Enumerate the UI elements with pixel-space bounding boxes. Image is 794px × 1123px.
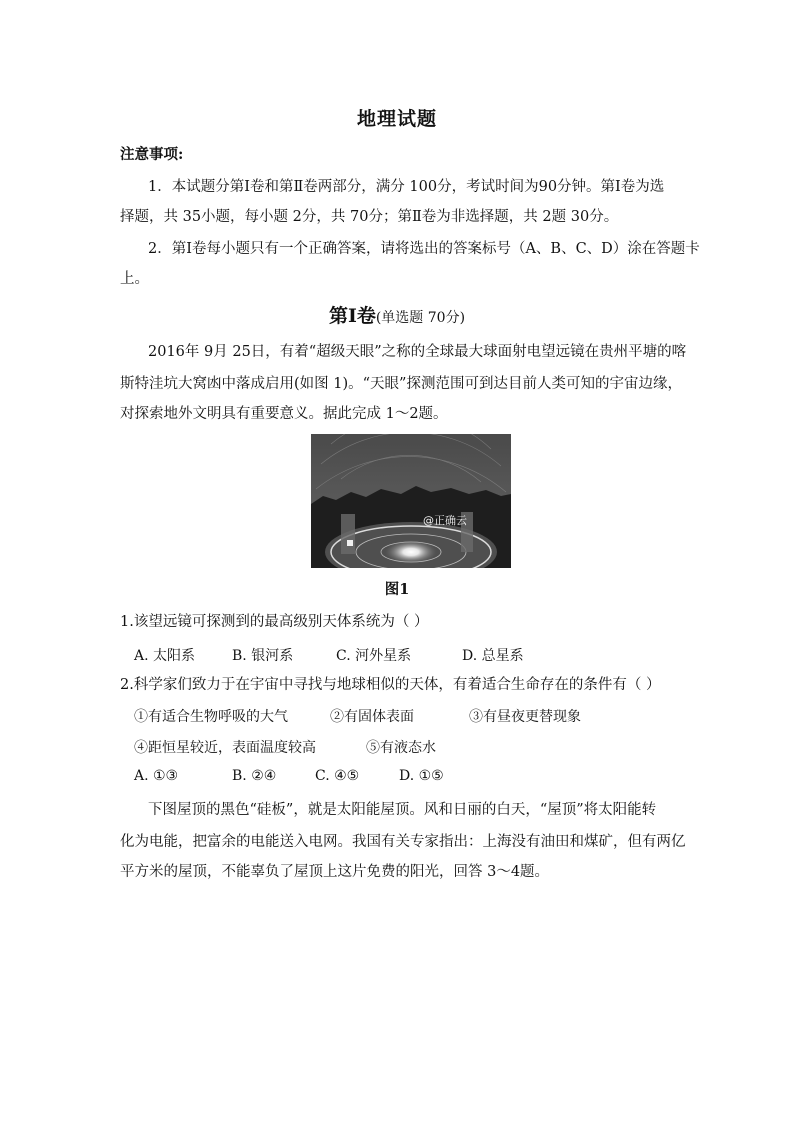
- notice-item2-line1: 2．第Ⅰ卷每小题只有一个正确答案，请将选出的答案标号（A、B、C、D）涂在答题卡: [148, 241, 700, 257]
- q1-option-c: C. 河外星系: [336, 648, 412, 664]
- passage1-line3: 对探索地外文明具有重要意义。据此完成 1～2题。: [120, 406, 448, 422]
- q2-condition-5: ⑤有液态水: [366, 740, 436, 756]
- q2-condition-1: ①有适合生物呼吸的大气: [134, 709, 288, 725]
- q2-stem: 2.科学家们致力于在宇宙中寻找与地球相似的天体，有着适合生命存在的条件有（ ）: [120, 677, 661, 693]
- notice-item1-line1: 1．本试题分第Ⅰ卷和第Ⅱ卷两部分，满分 100分，考试时间为90分钟。第Ⅰ卷为选: [148, 179, 665, 195]
- q2-option-d: D. ①⑤: [399, 768, 444, 784]
- section-subtitle: (单选题 70分): [375, 310, 466, 326]
- telescope-photo: [311, 434, 511, 568]
- q2-option-b: B. ②④: [232, 768, 277, 784]
- q1-stem: 1.该望远镜可探测到的最高级别天体系统为（ ）: [120, 614, 429, 630]
- passage1-line2: 斯特洼坑大窝凼中落成启用(如图 1)。“天眼”探测范围可到达目前人类可知的宇宙边缘，: [120, 376, 682, 392]
- q1-option-b: B. 银河系: [232, 648, 294, 664]
- passage2-line2: 化为电能，把富余的电能送入电网。我国有关专家指出：上海没有油田和煤矿，但有两亿: [120, 834, 686, 850]
- q2-condition-2: ②有固体表面: [330, 709, 414, 725]
- passage1-line1: 2016年 9月 25日，有着“超级天眼”之称的全球最大球面射电望远镜在贵州平塘的喀: [148, 344, 687, 360]
- q1-option-d: D. 总星系: [462, 648, 524, 664]
- passage2-line1: 下图屋顶的黑色“硅板”，就是太阳能屋顶。风和日丽的白天，“屋顶”将太阳能转: [148, 802, 657, 818]
- q2-condition-4: ④距恒星较近，表面温度较高: [134, 740, 316, 756]
- page-title: 地理试题: [356, 108, 437, 130]
- notice-item2-line2: 上。: [120, 271, 149, 287]
- figure-caption: 图1: [384, 581, 410, 598]
- section-title: 第Ⅰ卷: [328, 305, 376, 327]
- q1-option-a: A. 太阳系: [134, 648, 196, 664]
- photo-watermark: @正确云: [423, 514, 467, 527]
- q2-option-c: C. ④⑤: [315, 768, 360, 784]
- q2-condition-3: ③有昼夜更替现象: [469, 709, 581, 725]
- q2-option-a: A. ①③: [134, 768, 179, 784]
- notice-heading: 注意事项:: [120, 146, 184, 163]
- notice-item1-line2: 择题，共 35小题，每小题 2分，共 70分；第Ⅱ卷为非选择题，共 2题 30分。: [120, 209, 619, 225]
- telescope-photo-svg: [311, 434, 511, 568]
- section-heading: [0, 301, 794, 328]
- passage2-line3: 平方米的屋顶，不能辜负了屋顶上这片免费的阳光，回答 3～4题。: [120, 864, 550, 880]
